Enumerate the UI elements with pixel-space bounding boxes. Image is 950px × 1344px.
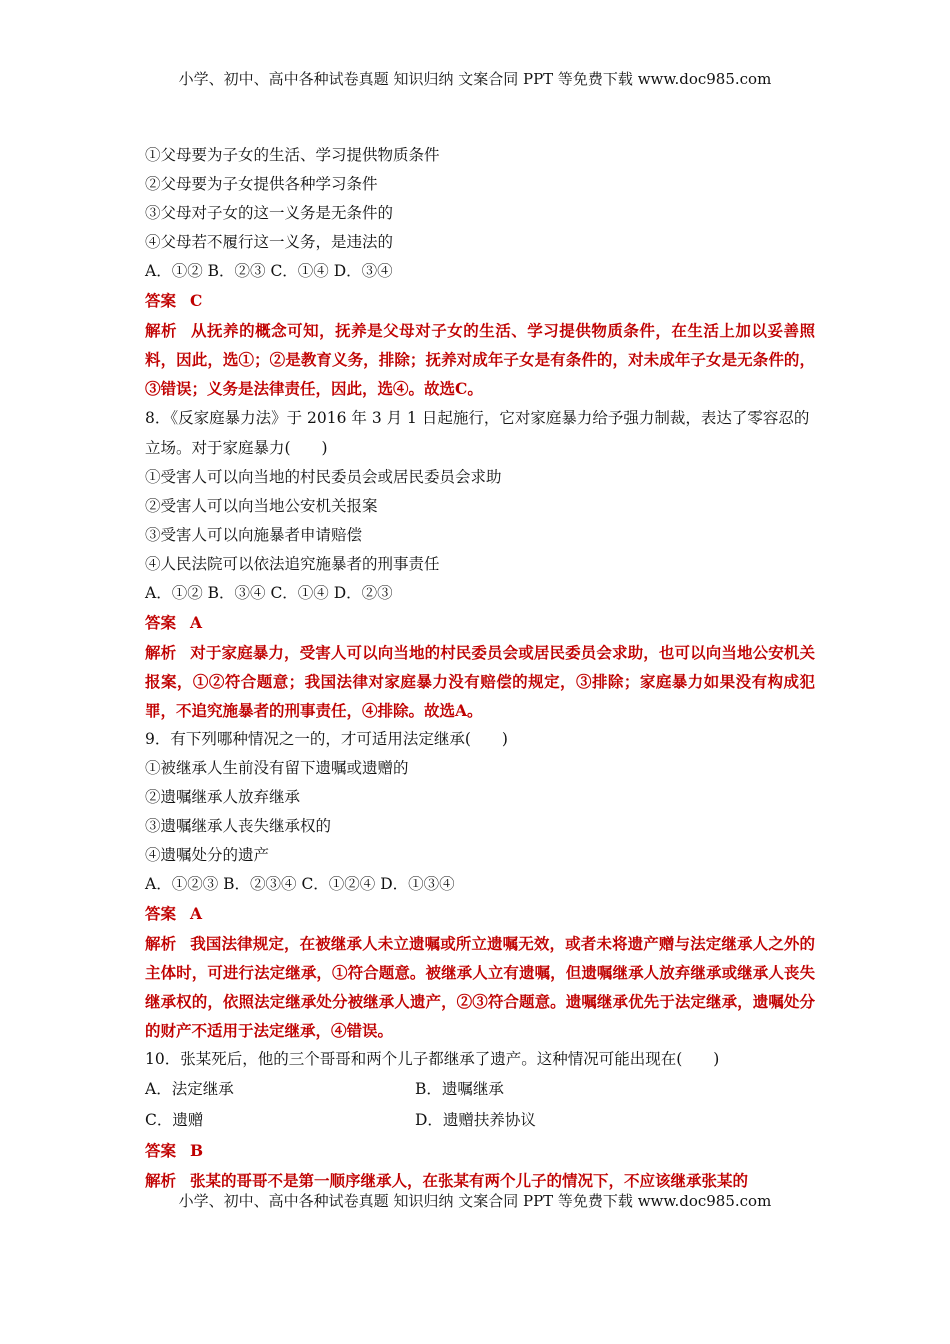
explanation-text: 对于家庭暴力，受害人可以向当地的村民委员会或居民委员会求助，也可以向当地公安机关报案，①②符合题意；我国法律对家庭暴力没有赔偿的规定，③排除；家庭暴力如果没有构成犯罪，不追究施暴者的刑事责任，④排除。故选A。 [145,643,815,720]
explanation-text: 张某的哥哥不是第一顺序继承人，在张某有两个儿子的情况下，不应该继承张某的 [190,1171,749,1190]
q8-item-3: ③受害人可以向施暴者申请赔偿 [145,526,363,544]
q9-stem: 9．有下列哪种情况之一的，才可适用法定继承( ) [145,730,508,748]
answer-label: 答案 [145,613,177,632]
explanation-label: 解析 [145,321,178,340]
q10-option-c: C．遗赠 [145,1111,204,1129]
answer-value: A [190,904,203,923]
q9-item-3: ③遗嘱继承人丧失继承权的 [145,817,332,835]
answer-value: A [190,613,203,632]
page-footer: 小学、初中、高中各种试卷真题 知识归纳 文案合同 PPT 等免费下载 www.doc985.com [178,1192,772,1210]
q9-item-1: ①被继承人生前没有留下遗嘱或遗赠的 [145,759,409,777]
q8-options: A．①② B．③④ C．①④ D．②③ [145,584,393,602]
explanation-label: 解析 [145,643,177,662]
q9-options: A．①②③ B．②③④ C．①②④ D．①③④ [145,875,455,893]
q7-explanation [145,316,815,403]
document-body [145,141,815,1195]
q8-item-4: ④人民法院可以依法追究施暴者的刑事责任 [145,555,440,573]
q7-item-1: ①父母要为子女的生活、学习提供物质条件 [145,146,440,164]
explanation-label: 解析 [145,934,177,953]
explanation-text: 我国法律规定，在被继承人未立遗嘱或所立遗嘱无效，或者未将遗产赠与法定继承人之外的主体时，可进行法定继承，①符合题意。被继承人立有遗嘱，但遗嘱继承人放弃继承或继承人丧失继承权的，依照法定继承处分被继承人遗产，②③符合题意。遗嘱继承优先于法定继承，遗嘱处分的财产不适用于法定继承，④错误。 [145,934,815,1040]
answer-label: 答案 [145,291,177,310]
q8-item-1: ①受害人可以向当地的村民委员会或居民委员会求助 [145,468,502,486]
q9-explanation [145,929,815,1045]
q10-options-row-2 [145,1105,815,1136]
q9-item-4: ④遗嘱处分的遗产 [145,846,270,864]
answer-value: B [190,1141,204,1160]
page-header: 小学、初中、高中各种试卷真题 知识归纳 文案合同 PPT 等免费下载 www.doc985.com [178,70,772,88]
q7-answer [145,286,815,316]
answer-value: C [190,291,203,310]
q10-options-row-1 [145,1074,815,1105]
q8-answer [145,608,815,638]
explanation-label: 解析 [145,1171,177,1190]
q8-item-2: ②受害人可以向当地公安机关报案 [145,497,378,515]
q10-stem: 10．张某死后，他的三个哥哥和两个儿子都继承了遗产。这种情况可能出现在( ) [145,1050,720,1068]
q8-stem: 8．《反家庭暴力法》于 2016 年 3 月 1 日起施行，它对家庭暴力给予强力制裁，表达了零容忍的立场。对于家庭暴力( ) [145,409,810,457]
q10-option-b: B．遗嘱继承 [415,1080,504,1098]
q7-item-2: ②父母要为子女提供各种学习条件 [145,175,378,193]
q10-option-d: D．遗赠扶养协议 [415,1111,536,1129]
q8-explanation [145,638,815,725]
explanation-text: 从抚养的概念可知，抚养是父母对子女的生活、学习提供物质条件，在生活上加以妥善照料，因此，选①；②是教育义务，排除；抚养对成年子女是有条件的，对未成年子女是无条件的，③错误；义务是法律责任，因此，选④。故选C。 [145,321,815,398]
q9-item-2: ②遗嘱继承人放弃继承 [145,788,301,806]
q7-item-3: ③父母对子女的这一义务是无条件的 [145,204,394,222]
answer-label: 答案 [145,1141,177,1160]
q7-options: A．①② B．②③ C．①④ D．③④ [145,262,393,280]
q7-item-4: ④父母若不履行这一义务，是违法的 [145,233,394,251]
q10-answer [145,1136,815,1166]
q9-answer [145,899,815,929]
q10-option-a: A．法定继承 [145,1080,234,1098]
answer-label: 答案 [145,904,177,923]
